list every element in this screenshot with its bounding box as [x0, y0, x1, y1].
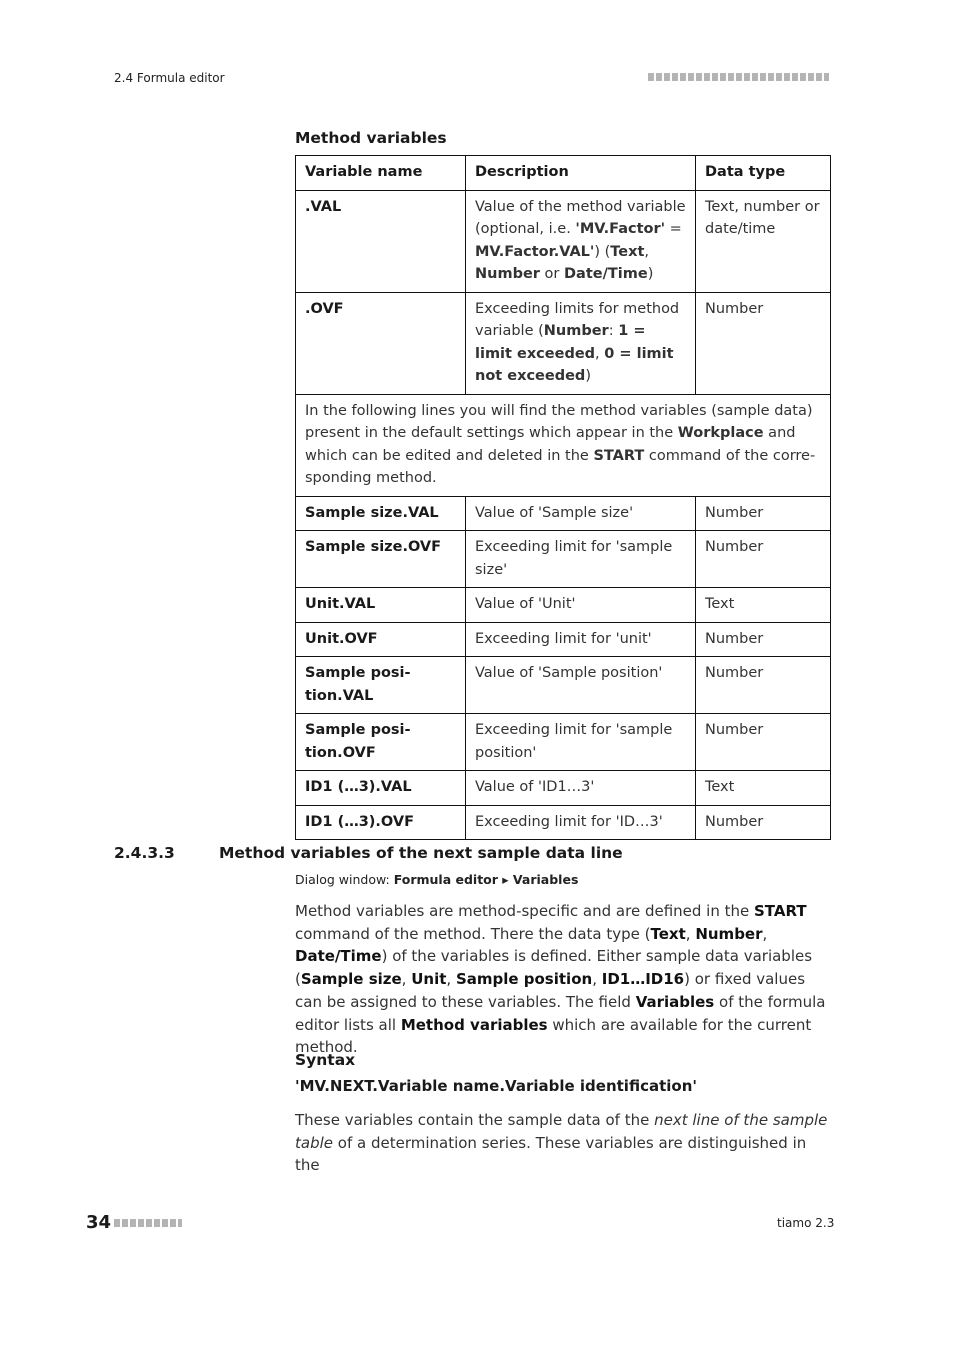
data-type-cell: Text — [696, 588, 831, 623]
table-row — [296, 771, 831, 806]
table-row — [296, 714, 831, 771]
table-row — [296, 190, 831, 292]
variable-name-cell: ID1 (…3).VAL — [296, 771, 466, 806]
table-header-row — [296, 156, 831, 191]
data-type-cell: Number — [696, 657, 831, 714]
body-paragraph: These variables contain the sample data of the next line of the sample table of a determination series. These variables are distinguished in the — [295, 1111, 828, 1175]
variable-name-cell: Sample position.OVF — [296, 714, 466, 771]
description-cell: Exceeding limit for 'ID…3' — [466, 805, 696, 840]
table-caption: Method variables — [295, 129, 447, 147]
table-row — [296, 292, 831, 394]
description-cell: Value of 'ID1…3' — [466, 771, 696, 806]
variable-name-cell: Unit.VAL — [296, 588, 466, 623]
data-type-cell: Number — [696, 496, 831, 531]
description-cell: Value of 'Sample size' — [466, 496, 696, 531]
data-type-cell: Number — [696, 714, 831, 771]
variable-name-cell: Sample position.VAL — [296, 657, 466, 714]
syntax-heading: Syntax — [295, 1051, 356, 1069]
variable-name-cell: .VAL — [296, 190, 466, 292]
footer-product: tiamo 2.3 — [777, 1216, 835, 1230]
variable-name-cell: ID1 (…3).OVF — [296, 805, 466, 840]
table-row — [296, 588, 831, 623]
description-cell: Exceeding limits for method variable (Number: 1 = limit exceeded, 0 = limit not exceeded) — [466, 292, 696, 394]
running-header-section: 2.4 Formula editor — [114, 71, 225, 85]
variable-name-cell: Sample size.OVF — [296, 531, 466, 588]
section-number: 2.4.3.3 — [114, 844, 175, 862]
data-type-cell: Number — [696, 622, 831, 657]
description-cell: Value of 'Unit' — [466, 588, 696, 623]
table-row — [296, 657, 831, 714]
method-variables-table — [295, 155, 831, 840]
data-type-cell: Number — [696, 531, 831, 588]
section-title: Method variables of the next sample data line — [219, 844, 623, 862]
table-row — [296, 531, 831, 588]
table-note-cell: In the following lines you will find the method variables (sample data) present in the default settings which appear in the Workplace and which can be edited and deleted in the START command of the corresponding method. — [296, 394, 831, 496]
description-cell: Exceeding limit for 'unit' — [466, 622, 696, 657]
column-header: Variable name — [296, 156, 466, 191]
header-decoration — [648, 73, 829, 81]
description-cell: Value of 'Sample position' — [466, 657, 696, 714]
data-type-cell: Number — [696, 805, 831, 840]
table-row — [296, 496, 831, 531]
footer-decoration — [114, 1219, 182, 1227]
description-cell: Exceeding limit for 'sample position' — [466, 714, 696, 771]
description-cell: Exceeding limit for 'sample size' — [466, 531, 696, 588]
syntax-code: 'MV.NEXT.Variable name.Variable identification' — [295, 1077, 697, 1095]
column-header: Data type — [696, 156, 831, 191]
body-paragraph: Method variables are method-specific and are defined in the START command of the method. There the data type (Text, Number, Date/Time) of the variables is defined. Either sample data variables (Sample size, Unit, Sample position, ID1…ID16) or fixed values can be assigned to these variables. The field Variables of the formula editor lists all Method variables which are available for the current method. — [295, 902, 826, 1057]
data-type-cell: Number — [696, 292, 831, 394]
dialog-path: Dialog window: Formula editor ▸ Variables — [295, 872, 579, 887]
description-cell: Value of the method variable (optional, i.e. 'MV.Factor' = MV.Factor.VAL') (Text, Number or Date/Time) — [466, 190, 696, 292]
variable-name-cell: Sample size.VAL — [296, 496, 466, 531]
column-header: Description — [466, 156, 696, 191]
table-row — [296, 805, 831, 840]
variable-name-cell: Unit.OVF — [296, 622, 466, 657]
data-type-cell: Text, number or date/time — [696, 190, 831, 292]
variable-name-cell: .OVF — [296, 292, 466, 394]
table-row — [296, 622, 831, 657]
data-type-cell: Text — [696, 771, 831, 806]
table-note-row — [296, 394, 831, 496]
page-number: 34 — [86, 1212, 112, 1233]
